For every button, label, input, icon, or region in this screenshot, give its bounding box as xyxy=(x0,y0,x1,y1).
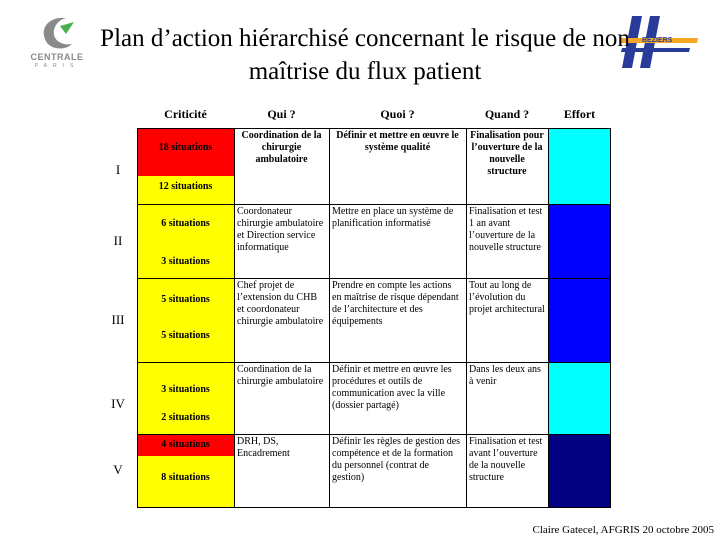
centrale-logo-name: CENTRALE xyxy=(30,52,84,62)
action-plan-table xyxy=(137,100,611,508)
effort-cell xyxy=(548,278,611,362)
quoi-cell: Prendre en compte les actions en maîtrise de risque dépendant de l’architecture et des équipements xyxy=(332,280,459,327)
crit-cell: 5 situations xyxy=(137,320,234,362)
header-qui: Qui ? xyxy=(267,106,296,121)
grid-line xyxy=(548,128,549,508)
crit-cell: 2 situations xyxy=(137,408,234,434)
crit-cell: 12 situations xyxy=(137,176,234,204)
centrale-logo-icon xyxy=(36,14,78,52)
level-label: III xyxy=(111,312,125,327)
grid-line xyxy=(234,128,235,508)
quand-cell: Dans les deux ans à venir xyxy=(469,364,541,387)
level-label: V xyxy=(113,462,123,477)
quoi-cell: Définir les règles de gestion des compétence et de la formation du personnel (contrat de gestion) xyxy=(332,436,461,483)
effort-cell xyxy=(548,128,611,204)
level-label: I xyxy=(115,162,121,177)
crit-cell: 6 situations xyxy=(137,204,234,252)
grid-line xyxy=(329,128,330,508)
beziers-logo xyxy=(618,12,700,72)
level-label: IV xyxy=(111,396,125,411)
quand-cell: Finalisation et test 1 an avant l’ouverture de la nouvelle structure xyxy=(469,206,543,253)
quoi-cell: Définir et mettre en œuvre les procédures et outils de communication avec la ville (dossier partagé) xyxy=(332,364,452,411)
qui-cell: Coordination de la chirurgie ambulatoire xyxy=(241,130,322,165)
grid-line xyxy=(137,362,611,363)
qui-cell: Chef projet de l’extension du CHB et coordonateur chirurgie ambulatoire xyxy=(237,280,324,327)
qui-cell: DRH, DS, Encadrement xyxy=(237,436,290,459)
crit-cell: 3 situations xyxy=(137,362,234,408)
crit-cell: 18 situations xyxy=(137,128,234,176)
page-title: Plan d’action hiérarchisé concernant le risque de non maîtrise du flux patient xyxy=(100,25,630,85)
qui-cell: Coordination de la chirurgie ambulatoire xyxy=(237,364,324,387)
grid-line xyxy=(137,434,611,435)
qui-cell: Coordonateur chirurgie ambulatoire et Direction service informatique xyxy=(237,206,324,253)
header-quoi: Quoi ? xyxy=(380,106,415,121)
quand-cell: Finalisation et test avant l’ouverture de la nouvelle structure xyxy=(469,436,543,483)
level-label: II xyxy=(113,233,123,248)
crit-cell: 5 situations xyxy=(137,278,234,320)
effort-cell xyxy=(548,204,611,278)
grid-line xyxy=(137,278,611,279)
header-effort: Effort xyxy=(563,106,596,121)
centrale-logo xyxy=(22,14,92,69)
grid-line xyxy=(137,204,611,205)
quand-cell: Tout au long de l’évolution du projet architectural xyxy=(469,280,545,315)
crit-cell: 3 situations xyxy=(137,252,234,278)
crit-cell: 8 situations xyxy=(137,456,234,508)
quand-cell: Finalisation pour l’ouverture de la nouvelle structure xyxy=(470,130,544,177)
quoi-cell: Mettre en place un système de planification informatisé xyxy=(332,206,454,229)
crit-cell: 4 situations xyxy=(137,434,234,456)
footer-credit: Claire Gatecel, AFGRIS 20 octobre 2005 xyxy=(532,524,714,536)
beziers-logo-name: BEZIERS xyxy=(642,37,673,44)
centrale-logo-sub: PARIS xyxy=(34,63,80,69)
header-quand: Quand ? xyxy=(484,106,530,121)
effort-cell xyxy=(548,434,611,508)
grid-line xyxy=(466,128,467,508)
effort-cell xyxy=(548,362,611,434)
quoi-cell: Définir et mettre en œuvre le système qualité xyxy=(336,130,459,153)
header-criticite: Criticité xyxy=(164,106,207,121)
